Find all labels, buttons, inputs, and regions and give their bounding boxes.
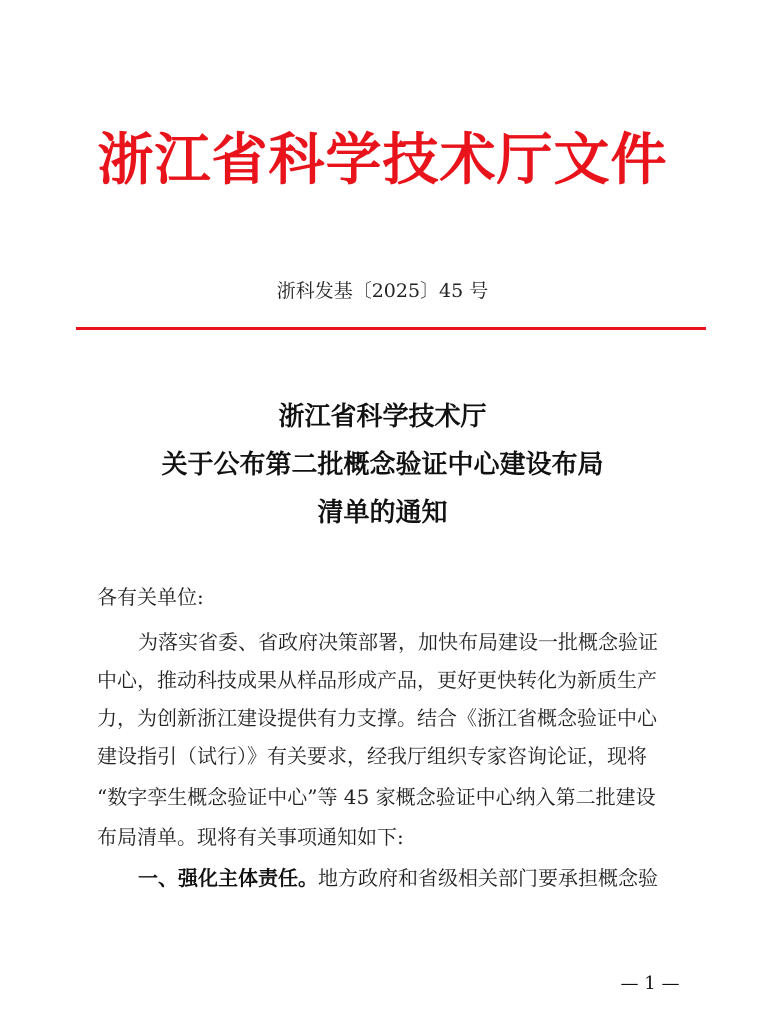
document-number: 浙科发基〔2025〕45 号: [276, 280, 489, 302]
salutation: 各有关单位:: [97, 585, 204, 609]
title-line-2: 关于公布第二批概念验证中心建设布局: [161, 450, 604, 480]
notice-title: [0, 393, 765, 537]
section-heading-1: 一、强化主体责任。: [138, 866, 318, 890]
title-line-3: 清单的通知: [317, 498, 448, 528]
paragraph-line: 建设指引（试行）》有关要求，经我厅组织专家咨询论证，现将: [97, 744, 647, 768]
section-item-1: [97, 863, 697, 893]
masthead-title: 浙江省科学技术厅文件: [97, 127, 668, 193]
red-separator-line: [76, 327, 706, 330]
paragraph-line: 为落实省委、省政府决策部署，加快布局建设一批概念验证: [138, 630, 658, 654]
page-number: — 1 —: [620, 973, 680, 994]
title-line-1: 浙江省科学技术厅: [278, 402, 487, 432]
paragraph-line: 力，为创新浙江建设提供有力支撑。结合《浙江省概念验证中心: [97, 706, 657, 730]
paragraph-line: “数字孪生概念验证中心”等 45 家概念验证中心纳入第二批建设: [97, 785, 656, 809]
paragraph-line: 中心，推动科技成果从样品形成产品，更好更快转化为新质生产: [97, 668, 657, 692]
section-text-1: 地方政府和省级相关部门要承担概念验: [318, 866, 658, 890]
paragraph-line: 布局清单。现将有关事项通知如下:: [97, 825, 404, 849]
